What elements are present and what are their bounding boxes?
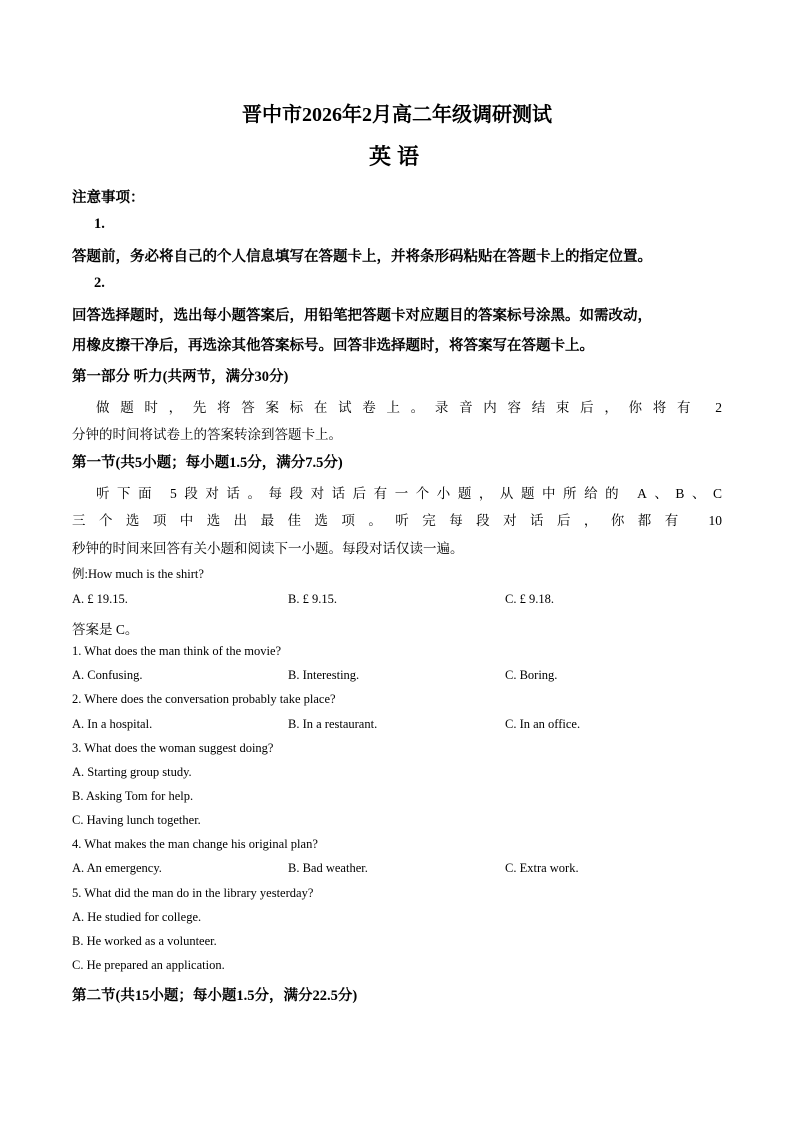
question-2-option-c: C. In an office. (505, 717, 581, 731)
question-4: 4. What makes the man change his original plan? (72, 837, 318, 851)
question-1-option-a: A. Confusing. (72, 668, 143, 682)
question-2-option-b: B. In a restaurant. (288, 717, 378, 731)
part1-heading: 第一部分 听力(共两节，满分30分) (72, 369, 289, 385)
notice-item-number: 1. (94, 216, 105, 232)
question-1: 1. What does the man think of the movie? (72, 644, 282, 658)
notice-item-text: 用橡皮擦干净后，再选涂其他答案标号。回答非选择题时，将答案写在答题卡上。 (72, 338, 594, 354)
question-2: 2. Where does the conversation probably take place? (72, 692, 336, 706)
question-1-option-c: C. Boring. (505, 668, 558, 682)
question-5: 5. What did the man do in the library yesterday? (72, 886, 314, 900)
example-option-b: B. £ 9.15. (288, 592, 337, 606)
question-4-option-c: C. Extra work. (505, 861, 579, 875)
question-3-option-a: A. Starting group study. (72, 765, 192, 779)
question-4-option-a: A. An emergency. (72, 861, 162, 875)
notice-item-text: 回答选择题时，选出每小题答案后，用铅笔把答题卡对应题目的答案标号涂黑。如需改动， (72, 308, 652, 324)
section1-intro-line: 秒钟的时间来回答有关小题和阅读下一小题。每段对话仅读一遍。 (72, 541, 464, 556)
notice-item-number: 2. (94, 275, 105, 291)
example-option-a: A. £ 19.15. (72, 592, 128, 606)
question-1-option-b: B. Interesting. (288, 668, 360, 682)
section2-heading: 第二节(共15小题；每小题1.5分，满分22.5分) (72, 988, 358, 1004)
question-5-option-b: B. He worked as a volunteer. (72, 934, 217, 948)
question-5-option-a: A. He studied for college. (72, 910, 202, 924)
exam-title: 晋中市2026年2月高二年级调研测试 (242, 104, 552, 126)
question-3: 3. What does the woman suggest doing? (72, 741, 274, 755)
notice-item-text: 答题前，务必将自己的个人信息填写在答题卡上，并将条形码粘贴在答题卡上的指定位置。 (72, 249, 652, 265)
section1-intro-line: 听下面 5段对话。每段对话后有一个小题，从题中所给的 A、B、C (96, 486, 722, 501)
part1-intro-line: 分钟的时间将试卷上的答案转涂到答题卡上。 (72, 427, 342, 442)
subject-title: 英语 (368, 144, 425, 169)
question-2-option-a: A. In a hospital. (72, 717, 153, 731)
example-question: 例:How much is the shirt? (72, 567, 204, 581)
example-answer: 答案是 C。 (72, 622, 139, 637)
question-5-option-c: C. He prepared an application. (72, 958, 225, 972)
notice-heading: 注意事项： (72, 190, 145, 206)
section1-intro-line: 三个选项中选出最佳选项。听完每段对话后，你都有 10 (72, 513, 722, 528)
part1-intro-line: 做题时，先将答案标在试卷上。录音内容结束后，你将有 2 (96, 400, 722, 415)
example-option-c: C. £ 9.18. (505, 592, 554, 606)
question-3-option-c: C. Having lunch together. (72, 813, 201, 827)
question-4-option-b: B. Bad weather. (288, 861, 368, 875)
question-3-option-b: B. Asking Tom for help. (72, 789, 194, 803)
section1-heading: 第一节(共5小题；每小题1.5分，满分7.5分) (72, 455, 343, 471)
